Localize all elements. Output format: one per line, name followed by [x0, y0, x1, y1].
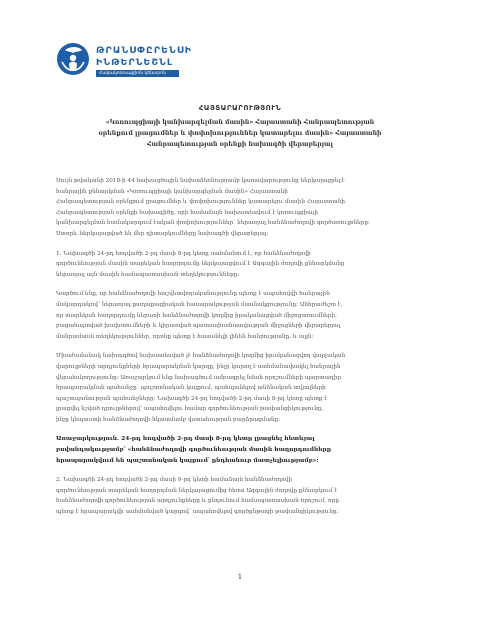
paragraph-line: Հանրապետության օրենքում լրացումներ և փոփոխություններ կատարելու մասին Հայաստանի — [56, 199, 345, 206]
title-line: Հանրապետության օրենքի նախագծի վերաբերյալ — [147, 141, 333, 149]
paragraph-line: մակարդակով՝ ներառյալ քաղաքացիական հասարակության մասնակցությունը: Անհրաժեշտ է, — [56, 301, 343, 308]
paragraph-line: վարույթների արդյունքների հրապարակման կարգը, ինչը կարող է սահմանափակել հանրային — [56, 363, 341, 370]
title-line: «Կոռուպցիայի կանխարգելման մասին» Հայաստանի Հանրապետության — [105, 119, 375, 126]
paragraph-line: Ստորև ներկայացված են մեր դիտարկումները նախագծի վերաբերյալ: — [56, 230, 269, 237]
paragraph-line: վերահսկողությունը: Առաջարկում ենք նախագծում ամրագրել նման որոշումների պարտադիր — [56, 374, 342, 381]
body-paragraph — [56, 249, 424, 281]
paragraph-line: հրապարակման պահանջը՝ պաշտոնական կայքում, պահպանելով անձնական տվյալների — [56, 385, 326, 392]
paragraph-line: լրացվել նշված դրույթներով՝ ապահովելու համար գործունեության թափանցիկությունը, — [56, 406, 324, 413]
paragraph-line: Առաջարկություն. 24-րդ հոդվածի 2-րդ մասի 8-րդ կետը լրացնել հետևյալ — [56, 435, 315, 443]
paragraph-line: Միաժամանակ նախագծով նախատեսված չէ հանձնաժողովի կողմից իրականացվող վարչական — [56, 353, 346, 360]
organization-logo — [56, 42, 226, 92]
paragraph-line: հրապարակվում են պաշտոնական կայքում՝ ընդհանուր մատչելիությամբ»: — [56, 456, 319, 464]
paragraph-line: 2. Նախագծի 24-րդ հոդվածի 2-րդ մասի 9-րդ կետի համաձայն հանձնաժողովի — [56, 477, 293, 484]
paragraph-line: մանրամասն տեղեկություններ, որոնք պետք է հասանելի լինեն հանրությանը, և այլն: — [56, 333, 314, 340]
paragraph-line: 1. Նախագծի 24-րդ հոդվածի 2-րդ մասի 8-րդ կետը սահմանում է, որ հանձնաժողովի — [56, 250, 311, 257]
paragraph-line: բացահայտված խախտումների և կիրառված պատասխանատվության միջոցների վերաբերյալ — [56, 323, 341, 330]
logo-text-line2: ԻՆԹԵՐՆԵՇՆԼ — [96, 57, 174, 68]
document-title — [80, 117, 400, 151]
paragraph-line: կանխարգելման համակարգում էական փոփոխություններ՝ ներառյալ հանձնաժողովի գործառույթները: — [56, 220, 370, 227]
globe-person-icon — [56, 42, 90, 76]
logo-tagline: Հակակոռուպցիոն կենտրոն — [96, 70, 179, 77]
page-number: 1 — [237, 573, 243, 581]
paragraph-line: որ տարեկան հաղորդումը ներառի հանձնաժողովի կողմից իրականացված միջոցառումների, — [56, 312, 337, 319]
logo-text-line1: ԹՐԱՆՍՓԸՐԵՆՍԻ — [96, 45, 193, 56]
paragraph-line: գործունեության տարեկան հաղորդման ներկայացումից հետո Ազգային ժողովը քննարկում է — [56, 487, 338, 494]
paragraph-line: գործունեության մասին տարեկան հաղորդումը ներկայացվում է Ազգային ժողովի քննարկմանը — [56, 261, 345, 268]
paragraph-line: պետք է հրապարակվի սահմանված կարգով՝ ապահովելով գործընթացի թափանցիկությունը: — [56, 509, 339, 516]
body-paragraph — [56, 289, 424, 342]
paragraph-line: հանձնաժողովի գործունեության արդյունքները և ընդունում համապատասխան որոշում, որը — [56, 498, 340, 505]
paragraph-line: բովանդակությամբ՝ «հանձնաժողովի գործունեության մասին հաղորդումները — [56, 446, 332, 454]
paragraph-line: Կարծում ենք, որ հանձնաժողովի հաշվետվողականությունը պետք է ապահովվի հանրային — [56, 291, 330, 298]
paragraph-line: ինչը կնպաստի հանձնաժողովի նկատմամբ վստահության բարձրացմանը: — [56, 416, 281, 423]
paragraph-line: ներառյալ այն մասին համապատասխան տեղեկությունները: — [56, 271, 240, 278]
paragraph-line: Հանրապետության օրենքի նախագիծը, որի համաձայն նախատեսվում է կոռուպցիայի — [56, 209, 318, 216]
body-paragraph — [56, 176, 424, 240]
body-paragraph — [56, 351, 424, 425]
proposal-paragraph — [56, 434, 424, 466]
paragraph-line: Սույն թվականի 2018-ի 44 նախագծային նախաձեռնությամբ կառավարությունը ներկայացրել է — [56, 178, 345, 184]
body-paragraph — [56, 475, 424, 517]
title-line: օրենքում լրացումներ և փոփոխություններ կատարելու մասին» Հայաստանի — [98, 130, 382, 138]
document-body — [56, 176, 424, 527]
paragraph-line: հանրային քննարկման «Կոռուպցիայի կանխարգելման մասին» Հայաստանի — [56, 188, 288, 195]
paragraph-line: պաշտպանության պահանջները: Նախագծի 24-րդ հոդվածի 2-րդ մասի 8-րդ կետը պետք է — [56, 395, 328, 402]
document-label: ՀԱՅՏԱՐԱՐՈՒԹՅՈՒՆ — [198, 104, 282, 112]
